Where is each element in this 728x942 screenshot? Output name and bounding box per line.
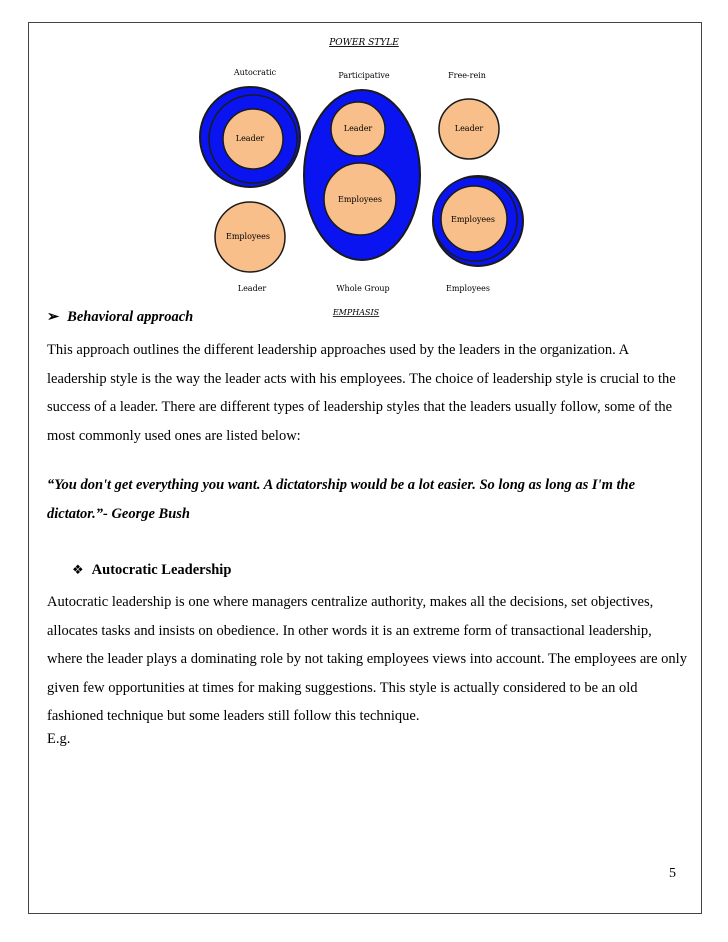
page-number: 5 [669, 866, 676, 881]
diamond-bullet-icon: ❖ [72, 563, 84, 578]
style-label-participative: Participative [338, 71, 390, 80]
paragraph-autocratic: Autocratic leadership is one where managers centralize authority, makes all the decisions, set objectives, allocates tasks and insists on obedience. In other words it is an extreme form of transactional leadership, where the leader plays a dominating role by not taking employees views into account. The employees are only given few opportunities at times for making suggestions. This style is actually considered to be an old fashioned technique but some leaders still follow this technique. [47, 594, 687, 724]
emphasis-label-employees: Employees [445, 284, 491, 293]
participative-employees-label: Employees [337, 195, 383, 204]
paragraph-intro: This approach outlines the different leadership approaches used by the leaders in the organization. A leadership style is the way the leader acts with his employees. The choice of leadership style is crucial to the success of a leader. There are different types of leadership styles that the leaders usually follow, some of the most commonly used ones are listed below: [47, 342, 676, 444]
style-label-free-rein: Free-rein [448, 71, 486, 80]
heading-text: Behavioral approach [67, 309, 194, 325]
sub-heading-text: Autocratic Leadership [91, 562, 232, 578]
emphasis-footer: EMPHASIS [332, 308, 380, 317]
autocratic-leadership-heading [72, 562, 231, 579]
eg-text: E.g. [47, 731, 71, 747]
free-rein-leader-label: Leader [454, 124, 484, 133]
emphasis-label-leader: Leader [237, 284, 267, 293]
autocratic-employees-label: Employees [225, 232, 271, 241]
arrow-bullet-icon: ➢ [47, 309, 60, 325]
free-rein-employees-label: Employees [450, 215, 496, 224]
quote-george-bush: “You don't get everything you want. A dictatorship would be a lot easier. So long as long as I'm the dictator.”- George Bush [47, 477, 636, 522]
autocratic-leader-label: Leader [235, 134, 265, 143]
power-style-diagram [0, 0, 728, 330]
behavioral-approach-heading [47, 309, 193, 326]
style-label-autocratic: Autocratic [233, 68, 277, 77]
participative-leader-label: Leader [343, 124, 373, 133]
emphasis-label-whole-group: Whole Group [336, 284, 390, 293]
diagram-title: POWER STYLE [329, 38, 399, 48]
